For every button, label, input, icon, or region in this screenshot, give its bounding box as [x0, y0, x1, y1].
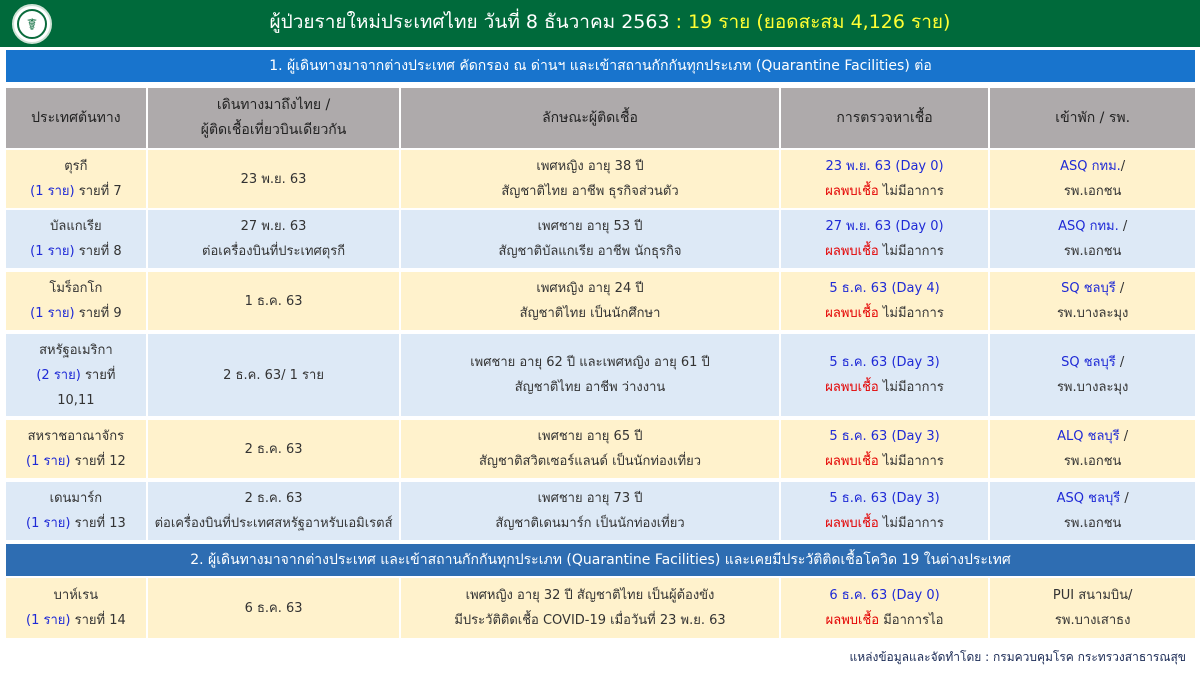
- test-result: ผลพบเชื้อ: [825, 516, 879, 531]
- facility-separator: /: [1118, 219, 1128, 234]
- characteristics-cell: [401, 334, 778, 416]
- facility-cell: [990, 150, 1195, 208]
- origin-cell: [6, 482, 146, 540]
- case-number: รายที่ 9: [78, 306, 122, 321]
- col-facility: เข้าพัก / รพ.: [990, 88, 1195, 148]
- origin-country: เดนมาร์ก: [49, 491, 103, 506]
- characteristics-line: เพศชาย อายุ 65 ปี: [537, 429, 643, 444]
- table-row: [6, 334, 1195, 416]
- facility-line: [1057, 486, 1129, 511]
- origin-country: สหราชอาณาจักร: [27, 429, 125, 444]
- arrival-cell: [148, 420, 400, 478]
- test-date: 5 ธ.ค. 63 (Day 3): [829, 491, 940, 506]
- col-arrival-line2: ผู้ติดเชื้อเที่ยวบินเดียวกัน: [200, 122, 347, 138]
- case-number: รายที่ 14: [74, 613, 126, 628]
- hospital-name: รพ.เอกชน: [1063, 516, 1122, 531]
- arrival-line: 6 ธ.ค. 63: [244, 600, 303, 616]
- case-info: [21, 363, 131, 413]
- arrival-cell: [148, 210, 400, 268]
- arrival-line: 23 พ.ย. 63: [240, 171, 307, 187]
- testing-cell: [781, 210, 989, 268]
- title-bar: [0, 0, 1200, 47]
- case-number: รายที่ 13: [74, 516, 126, 531]
- test-outcome: [825, 301, 944, 326]
- col-origin: ประเทศต้นทาง: [6, 88, 146, 148]
- facility-cell: [990, 482, 1195, 540]
- case-number: รายที่ 7: [78, 184, 122, 199]
- origin-cell: [6, 578, 146, 638]
- characteristics-line: มีประวัติติดเชื้อ COVID-19 เมื่อวันที่ 23 พ.ย. 63: [454, 613, 726, 628]
- hospital-name: รพ.เอกชน: [1063, 184, 1122, 199]
- test-outcome: [825, 239, 944, 264]
- title-main: ผู้ป่วยรายใหม่ประเทศไทย วันที่ 8 ธันวาคม 2563: [269, 11, 670, 33]
- case-info: [26, 449, 126, 474]
- characteristics-cell: [401, 482, 778, 540]
- origin-cell: [6, 420, 146, 478]
- case-count: (2 ราย): [36, 367, 81, 383]
- hospital-name: รพ.บางละมุง: [1056, 306, 1129, 321]
- case-info: [30, 179, 121, 204]
- origin-country: บัลแกเรีย: [50, 219, 102, 234]
- test-result: ผลพบเชื้อ: [825, 613, 880, 628]
- symptom: ไม่มีอาการ: [882, 380, 944, 395]
- case-count: (1 ราย): [30, 184, 75, 199]
- characteristics-line: เพศหญิง อายุ 38 ปี: [536, 159, 644, 174]
- testing-cell: [781, 272, 989, 330]
- characteristics-line: เพศหญิง อายุ 24 ปี: [536, 281, 644, 296]
- facility-separator: /: [1120, 159, 1126, 174]
- hospital-name: รพ.บางละมุง: [1056, 380, 1129, 395]
- characteristics-line: สัญชาติไทย อาชีพ ธุรกิจส่วนตัว: [501, 184, 679, 199]
- case-count: (1 ราย): [30, 306, 75, 321]
- facility-separator: /: [1115, 355, 1125, 370]
- test-outcome: [825, 179, 944, 204]
- case-number: รายที่ 12: [74, 454, 126, 469]
- arrival-line: 2 ธ.ค. 63: [244, 491, 303, 506]
- facility-line: [1061, 350, 1124, 375]
- table-row: [6, 482, 1195, 540]
- test-date: 5 ธ.ค. 63 (Day 3): [829, 429, 940, 444]
- test-result: ผลพบเชื้อ: [825, 184, 879, 199]
- characteristics-line: สัญชาติไทย อาชีพ ว่างงาน: [514, 380, 666, 395]
- facility-name: SQ ชลบุรี: [1061, 281, 1116, 296]
- table-row: [6, 210, 1195, 268]
- facility-line: [1060, 154, 1125, 179]
- facility-separator: /: [1115, 281, 1125, 296]
- table-header: [6, 88, 1195, 148]
- col-arrival-line1: เดินทางมาถึงไทย /: [216, 97, 331, 113]
- testing-cell: [781, 578, 989, 638]
- source-note: แหล่งข้อมูลและจัดทำโดย : กรมควบคุมโรค กระทรวงสาธารณสุข: [849, 650, 1186, 664]
- characteristics-line: เพศหญิง อายุ 32 ปี สัญชาติไทย เป็นผู้ต้องขัง: [465, 588, 715, 603]
- arrival-cell: [148, 150, 400, 208]
- testing-cell: [781, 150, 989, 208]
- table-row: [6, 578, 1195, 638]
- case-info: [26, 511, 126, 536]
- characteristics-line: เพศชาย อายุ 53 ปี: [537, 219, 643, 234]
- arrival-line: ต่อเครื่องบินที่ประเทศตุรกี: [202, 244, 346, 259]
- test-date: 6 ธ.ค. 63 (Day 0): [829, 588, 940, 603]
- test-date: 27 พ.ย. 63 (Day 0): [825, 219, 944, 234]
- facility-cell: [990, 578, 1195, 638]
- facility-cell: [990, 272, 1195, 330]
- facility-cell: [990, 334, 1195, 416]
- case-info: [26, 608, 126, 633]
- facility-name: PUI สนามบิน: [1052, 588, 1129, 603]
- facility-separator: /: [1119, 429, 1129, 444]
- case-count: (1 ราย): [26, 454, 71, 469]
- symptom: ไม่มีอาการ: [882, 306, 944, 321]
- testing-cell: [781, 420, 989, 478]
- case-count: (1 ราย): [30, 244, 75, 259]
- facility-name: ASQ กทม.: [1058, 219, 1119, 234]
- origin-country: สหรัฐอเมริกา: [39, 342, 113, 358]
- facility-separator: /: [1128, 588, 1133, 603]
- test-result: ผลพบเชื้อ: [825, 454, 879, 469]
- symptom: ไม่มีอาการ: [882, 516, 944, 531]
- origin-country: โมร็อกโก: [49, 281, 103, 296]
- table-row: [6, 420, 1195, 478]
- test-date: 23 พ.ย. 63 (Day 0): [825, 159, 944, 174]
- facility-name: SQ ชลบุรี: [1061, 355, 1116, 370]
- symptom: ไม่มีอาการ: [882, 244, 944, 259]
- facility-cell: [990, 420, 1195, 478]
- testing-cell: [781, 482, 989, 540]
- origin-cell: [6, 150, 146, 208]
- case-number: รายที่ 8: [78, 244, 122, 259]
- arrival-line: 1 ธ.ค. 63: [244, 293, 303, 309]
- test-date: 5 ธ.ค. 63 (Day 4): [829, 281, 940, 296]
- page-title: [0, 0, 1200, 47]
- table-row: [6, 272, 1195, 330]
- arrival-line: 27 พ.ย. 63: [240, 219, 307, 234]
- facility-separator: /: [1120, 491, 1129, 506]
- arrival-cell: [148, 272, 400, 330]
- case-info: [30, 301, 121, 326]
- case-count: (1 ราย): [26, 613, 71, 628]
- case-info: [30, 239, 121, 264]
- origin-cell: [6, 272, 146, 330]
- facility-line: [1057, 424, 1128, 449]
- characteristics-line: เพศชาย อายุ 73 ปี: [537, 491, 643, 506]
- characteristics-line: เพศชาย อายุ 62 ปี และเพศหญิง อายุ 61 ปี: [470, 355, 710, 370]
- facility-line: [1061, 276, 1124, 301]
- col-testing: การตรวจหาเชื้อ: [781, 88, 989, 148]
- arrival-line: 2 ธ.ค. 63: [244, 441, 303, 457]
- testing-cell: [781, 334, 989, 416]
- test-result: ผลพบเชื้อ: [825, 380, 879, 395]
- arrival-cell: [148, 482, 400, 540]
- col-arrival: [148, 88, 400, 148]
- hospital-name: รพ.เอกชน: [1063, 244, 1122, 259]
- characteristics-line: สัญชาติเดนมาร์ก เป็นนักท่องเที่ยว: [495, 516, 685, 531]
- origin-country: ตุรกี: [64, 159, 88, 174]
- arrival-line: ต่อเครื่องบินที่ประเทศสหรัฐอาหรับเอมิเรตส์: [154, 516, 393, 531]
- characteristics-line: สัญชาติบัลแกเรีย อาชีพ นักธุรกิจ: [498, 244, 682, 259]
- characteristics-cell: [401, 420, 778, 478]
- facility-name: ASQ กทม.: [1060, 159, 1121, 174]
- origin-cell: [6, 334, 146, 416]
- facility-name: ASQ ชลบุรี: [1056, 491, 1121, 506]
- characteristics-cell: [401, 150, 778, 208]
- facility-cell: [990, 210, 1195, 268]
- characteristics-cell: [401, 210, 778, 268]
- caduceus-icon: ☤: [17, 9, 47, 39]
- test-outcome: [825, 511, 944, 536]
- origin-country: บาห์เรน: [53, 588, 99, 603]
- hospital-name: รพ.บางเสาธง: [1054, 613, 1131, 628]
- characteristics-cell: [401, 578, 778, 638]
- table-row: [6, 150, 1195, 208]
- section-2-header: 2. ผู้เดินทางมาจากต่างประเทศ และเข้าสถานกักกันทุกประเภท (Quarantine Facilities) และเคยมีประวัติติดเชื้อโควิด 19 ในต่างประเทศ: [6, 544, 1195, 576]
- test-result: ผลพบเชื้อ: [825, 306, 879, 321]
- test-outcome: [825, 449, 944, 474]
- arrival-cell: [148, 334, 400, 416]
- arrival-cell: [148, 578, 400, 638]
- characteristics-line: สัญชาติไทย เป็นนักศึกษา: [519, 306, 661, 321]
- facility-line: [1058, 214, 1127, 239]
- arrival-line: 2 ธ.ค. 63/ 1 ราย: [223, 367, 324, 383]
- characteristics-cell: [401, 272, 778, 330]
- symptom: มีอาการไอ: [883, 613, 944, 628]
- symptom: ไม่มีอาการ: [882, 454, 944, 469]
- title-highlight: : 19 ราย (ยอดสะสม 4,126 ราย): [675, 11, 951, 33]
- characteristics-line: สัญชาติสวิตเซอร์แลนด์ เป็นนักท่องเที่ยว: [478, 454, 702, 469]
- hospital-name: รพ.เอกชน: [1063, 454, 1122, 469]
- section-1-header: 1. ผู้เดินทางมาจากต่างประเทศ คัดกรอง ณ ด่านฯ และเข้าสถานกักกันทุกประเภท (Quarantine Facilities) ต่อ: [6, 50, 1195, 82]
- facility-name: ALQ ชลบุรี: [1057, 429, 1120, 444]
- facility-line: [1053, 583, 1133, 608]
- case-count: (1 ราย): [26, 516, 71, 531]
- test-outcome: [826, 608, 944, 633]
- symptom: ไม่มีอาการ: [882, 184, 944, 199]
- case-number: รายที่ 10,11: [57, 367, 116, 408]
- test-outcome: [825, 375, 944, 400]
- test-result: ผลพบเชื้อ: [825, 244, 879, 259]
- test-date: 5 ธ.ค. 63 (Day 3): [829, 355, 940, 370]
- col-characteristics: ลักษณะผู้ติดเชื้อ: [401, 88, 778, 148]
- origin-cell: [6, 210, 146, 268]
